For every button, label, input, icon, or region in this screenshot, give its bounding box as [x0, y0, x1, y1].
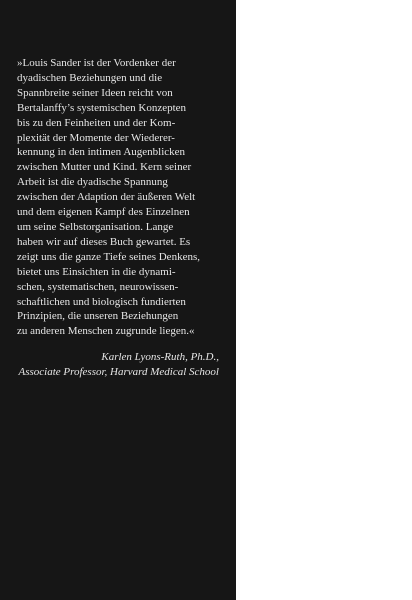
attribution-name: Karlen Lyons-Ruth, Ph.D., — [101, 351, 219, 363]
blurb-line: und dem eigenen Kampf des Einzelnen — [17, 206, 190, 219]
blurb-line: schen, systematischen, neurowissen- — [17, 280, 179, 293]
blurb-line: zwischen Mutter und Kind. Kern seiner — [17, 161, 192, 174]
blurb-line: zeigt uns die ganze Tiefe seines Denkens, — [17, 250, 200, 263]
blurb-line: Spannbreite seiner Ideen reicht von — [17, 86, 173, 99]
blurb-line: um seine Selbstorganisation. Lange — [17, 220, 174, 233]
blurb-line: kennung in den intimen Augenblicken — [17, 146, 186, 159]
blurb-line: haben wir auf dieses Buch gewartet. Es — [17, 235, 191, 248]
quote-attribution — [18, 350, 219, 380]
blurb-line: Prinzipien, die unseren Beziehungen — [17, 310, 179, 323]
blurb-line: schaftlichen und biologisch fundierten — [17, 295, 186, 308]
blurb-line: bis zu den Feinheiten und der Kom- — [17, 116, 176, 129]
blurb-line: »Louis Sander ist der Vordenker der — [17, 57, 176, 69]
attribution-affiliation: Associate Professor, Harvard Medical School — [18, 366, 219, 378]
blurb-line: zu anderen Menschen zugrunde liegen.« — [17, 325, 195, 338]
blurb-quote — [17, 56, 215, 339]
blurb-line: bietet uns Einsichten in die dynami- — [17, 265, 176, 278]
blurb-line: Arbeit ist die dyadische Spannung — [17, 176, 168, 189]
blurb-line: plexität der Momente der Wiederer- — [17, 131, 175, 144]
blurb-line: dyadischen Beziehungen und die — [17, 71, 163, 84]
blurb-line: Bertalanffy’s systemischen Konzepten — [17, 101, 187, 114]
blurb-line: zwischen der Adaption der äußeren Welt — [17, 191, 196, 204]
